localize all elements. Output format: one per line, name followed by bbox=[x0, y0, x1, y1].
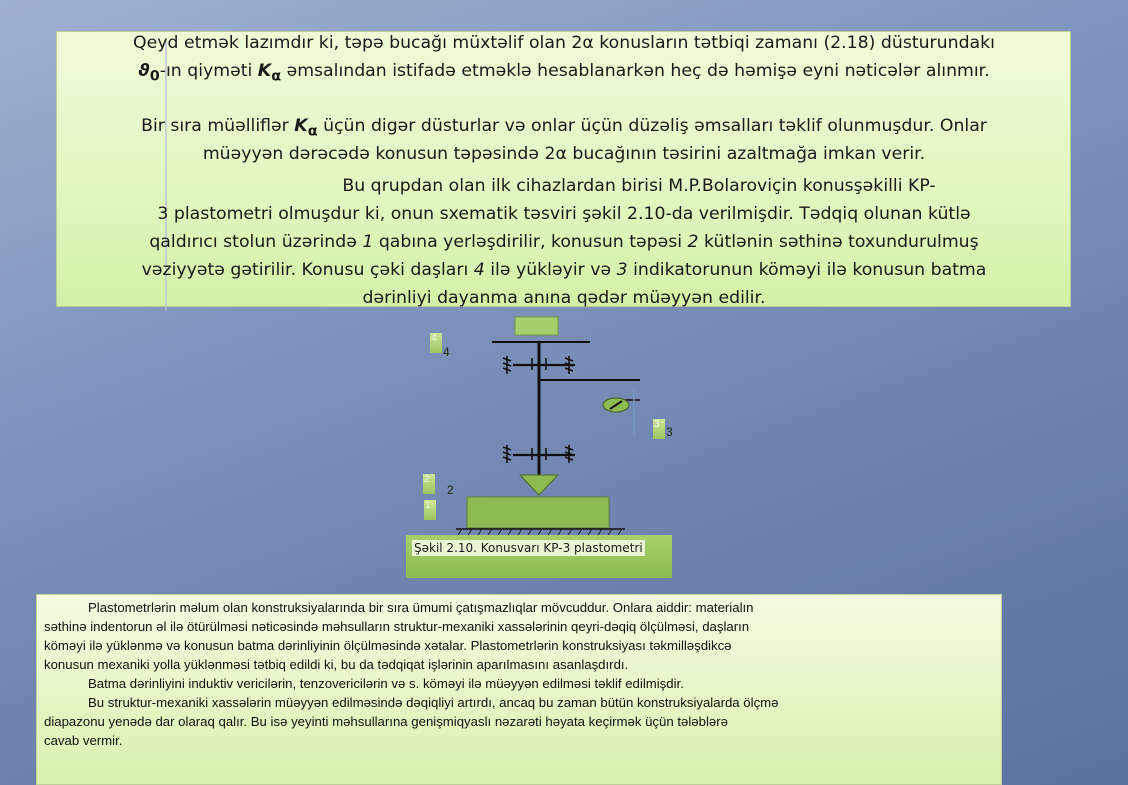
paragraph-line-7: dərinliyi dayanma anına qədər müəyyən edilir. bbox=[362, 288, 766, 308]
figure-caption: Şəkil 2.10. Konusvarı KP-3 plastometri bbox=[414, 541, 643, 555]
callout-2: 2 bbox=[447, 483, 454, 497]
paragraph-line-5: qaldırıcı stolun üzərində 1 qabına yerləşdirilir, konusun təpəsi 2 kütlənin səthinə toxundurulmuş bbox=[149, 232, 979, 252]
paragraph-line-1: Bir sıra müəlliflər $K_\alpha$ üçün digər düsturlar və onlar üçün düzəliş əmsalları təklif olunmuşdur. Onlar bbox=[141, 116, 987, 140]
figure-caption-box bbox=[406, 535, 672, 578]
bottom-line-3: köməyi ilə yüklənmə və konusun batma dərinliyinin ölçülməsində xətalar. Plastometrlərin konstruksiyası təkmilləşdikcə bbox=[44, 638, 732, 653]
callout-1-box: 1 bbox=[424, 500, 436, 520]
paragraph-line-3: Bu qrupdan olan ilk cihazlardan birisi M.P.Bolaroviçin konusşəkilli KP- bbox=[342, 176, 936, 196]
callout-3-box: 3 bbox=[653, 419, 665, 439]
bottom-line-6: Bu struktur-mexaniki xassələrin müəyyən edilməsində dəqiqliyi artırdı, ancaq bu zaman bütün konstruksiyalarda ölçmə bbox=[88, 695, 779, 710]
top-line-2: $ϑ_0-ın$ qiyməti $K_\alpha$ əmsalından istifadə etməklə hesablanarkən heç də həmişə eyni nəticələr alınmır. bbox=[138, 61, 990, 85]
paragraph-line-6: vəziyyətə gətirilir. Konusu çəki daşları 4 ilə yükləyir və 3 indikatorunun köməyi ilə konusun batma bbox=[141, 260, 987, 280]
bottom-line-4: konusun mexaniki yolla yüklənməsi tətbiq edildi ki, bu da tədqiqat işlərinin aparılmasını asanlaşdırdı. bbox=[44, 657, 629, 672]
sample-vessel bbox=[467, 497, 609, 528]
bottom-line-5: Batma dərinliyini induktiv vericilərin, tenzovericilərin və s. köməyi ilə müəyyən edilməsi təklif edilmişdir. bbox=[88, 676, 684, 691]
callout-2-box: 2 bbox=[423, 474, 435, 494]
callout-3: 3 bbox=[666, 425, 673, 439]
plastometer-diagram bbox=[420, 305, 640, 540]
paragraph-line-4: 3 plastometri olmuşdur ki, onun sxematik təsviri şəkil 2.10-da verilmişdir. Tədqiq olunan kütlə bbox=[157, 204, 971, 224]
callout-4: 4 bbox=[443, 345, 450, 359]
cone-indenter bbox=[520, 475, 558, 495]
bottom-line-1: Plastometrlərin məlum olan konstruksiyalarında bir sıra ümumi çatışmazlıqlar mövcuddur. Onlara aiddir: materialın bbox=[88, 600, 754, 615]
callout-4-box: 4 bbox=[430, 333, 442, 353]
paragraph-line-2: müəyyən dərəcədə konusun təpəsində 2α bucağının təsirini azaltmağa imkan verir. bbox=[202, 144, 926, 164]
bottom-line-7: diapazonu yenədə dar olaraq qalır. Bu isə yeyinti məhsullarına genişmiqyaslı nəzarəti həyata keçirmək üçün tələblərə bbox=[44, 714, 728, 729]
weight-block bbox=[515, 317, 558, 335]
bottom-line-8: cavab vermir. bbox=[44, 733, 123, 748]
top-line-1: Qeyd etmək lazımdır ki, təpə bucağı müxtəlif olan 2α konusların tətbiqi zamanı (2.18) düsturundakı bbox=[133, 33, 995, 53]
bottom-line-2: səthinə indentorun əl ilə ötürülməsi nəticəsində məhsulların struktur-mexaniki xassələrinin qeyri-dəqiq ölçülməsi, daşların bbox=[44, 619, 750, 634]
